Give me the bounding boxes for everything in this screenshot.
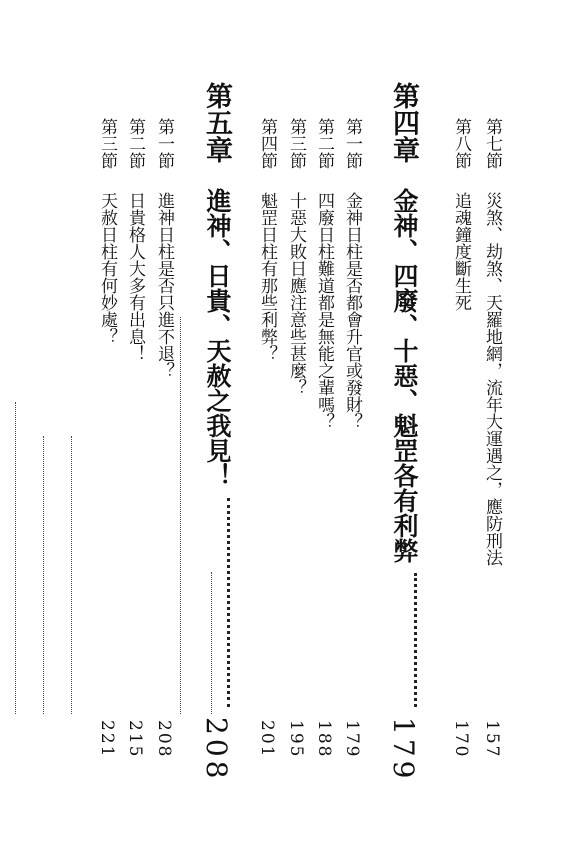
section-label: 第八節 [451, 118, 471, 169]
chapter-title: 金神、四廢、十惡、魁罡各有利弊 [390, 188, 419, 563]
toc-entry-ch4-sec2 [310, 118, 332, 758]
toc-entry-ch5-sec2 [121, 118, 143, 758]
section-label: 第三節 [286, 118, 306, 169]
page-number: 195 [286, 719, 306, 758]
page-number: 215 [125, 719, 145, 758]
page-number: 201 [257, 719, 277, 758]
section-label: 第七節 [482, 118, 502, 169]
section-label: 第三節 [97, 118, 117, 169]
leader-dots [43, 436, 44, 714]
page-number: 170 [451, 719, 471, 758]
page-number: 157 [482, 719, 502, 758]
leader-dots [180, 317, 181, 714]
page-number: 188 [314, 719, 334, 758]
leader-dots [414, 573, 417, 707]
page-number: 179 [342, 719, 362, 758]
chapter-label: 第四章 [388, 82, 419, 163]
toc-entry-ch3-sec7 [478, 118, 500, 758]
chapter-title: 進神、日貴、天赦之我見！ [203, 188, 232, 488]
toc-entry-ch4-sec1 [338, 118, 360, 758]
toc-entry-ch5-sec1 [150, 118, 172, 758]
leader-dots [15, 402, 16, 714]
section-title: 魁罡日柱有那些利弊？ [257, 192, 277, 362]
toc-chapter-5 [196, 82, 233, 782]
toc-entry-ch5-sec3 [93, 118, 115, 758]
leader-dots [71, 436, 72, 714]
toc-entry-ch4-sec4 [253, 118, 275, 758]
section-label: 第二節 [125, 118, 145, 169]
page-number: 208 [154, 719, 174, 758]
toc-entry-ch4-sec3 [282, 118, 304, 758]
section-title: 金神日柱是否都會升官或發財？ [342, 192, 362, 430]
page-number: 221 [97, 719, 117, 758]
section-title: 十惡大敗日應注意些甚麼？ [286, 192, 306, 396]
chapter-label: 第五章 [201, 82, 232, 163]
section-title: 天赦日柱有何妙處？ [97, 192, 117, 345]
leader-dots [227, 498, 230, 707]
section-title: 日貴格人大多有出息！ [125, 192, 145, 362]
section-label: 第一節 [342, 118, 362, 169]
page-number: 179 [387, 716, 420, 782]
section-title: 四廢日柱難道都是無能之輩嗎？ [314, 192, 334, 430]
section-title: 進神日柱是否只進不退？ [154, 192, 174, 379]
toc-chapter-4 [383, 82, 420, 782]
section-title: 災煞、劫煞、天羅地網，流年大運遇之，應防刑法 [482, 192, 502, 566]
page-number: 208 [200, 716, 233, 782]
section-label: 第二節 [314, 118, 334, 169]
section-label: 第一節 [154, 118, 174, 169]
section-title: 追魂鐘度斷生死 [451, 192, 471, 311]
section-label: 第四節 [257, 118, 277, 169]
toc-entry-ch3-sec8 [447, 118, 469, 758]
